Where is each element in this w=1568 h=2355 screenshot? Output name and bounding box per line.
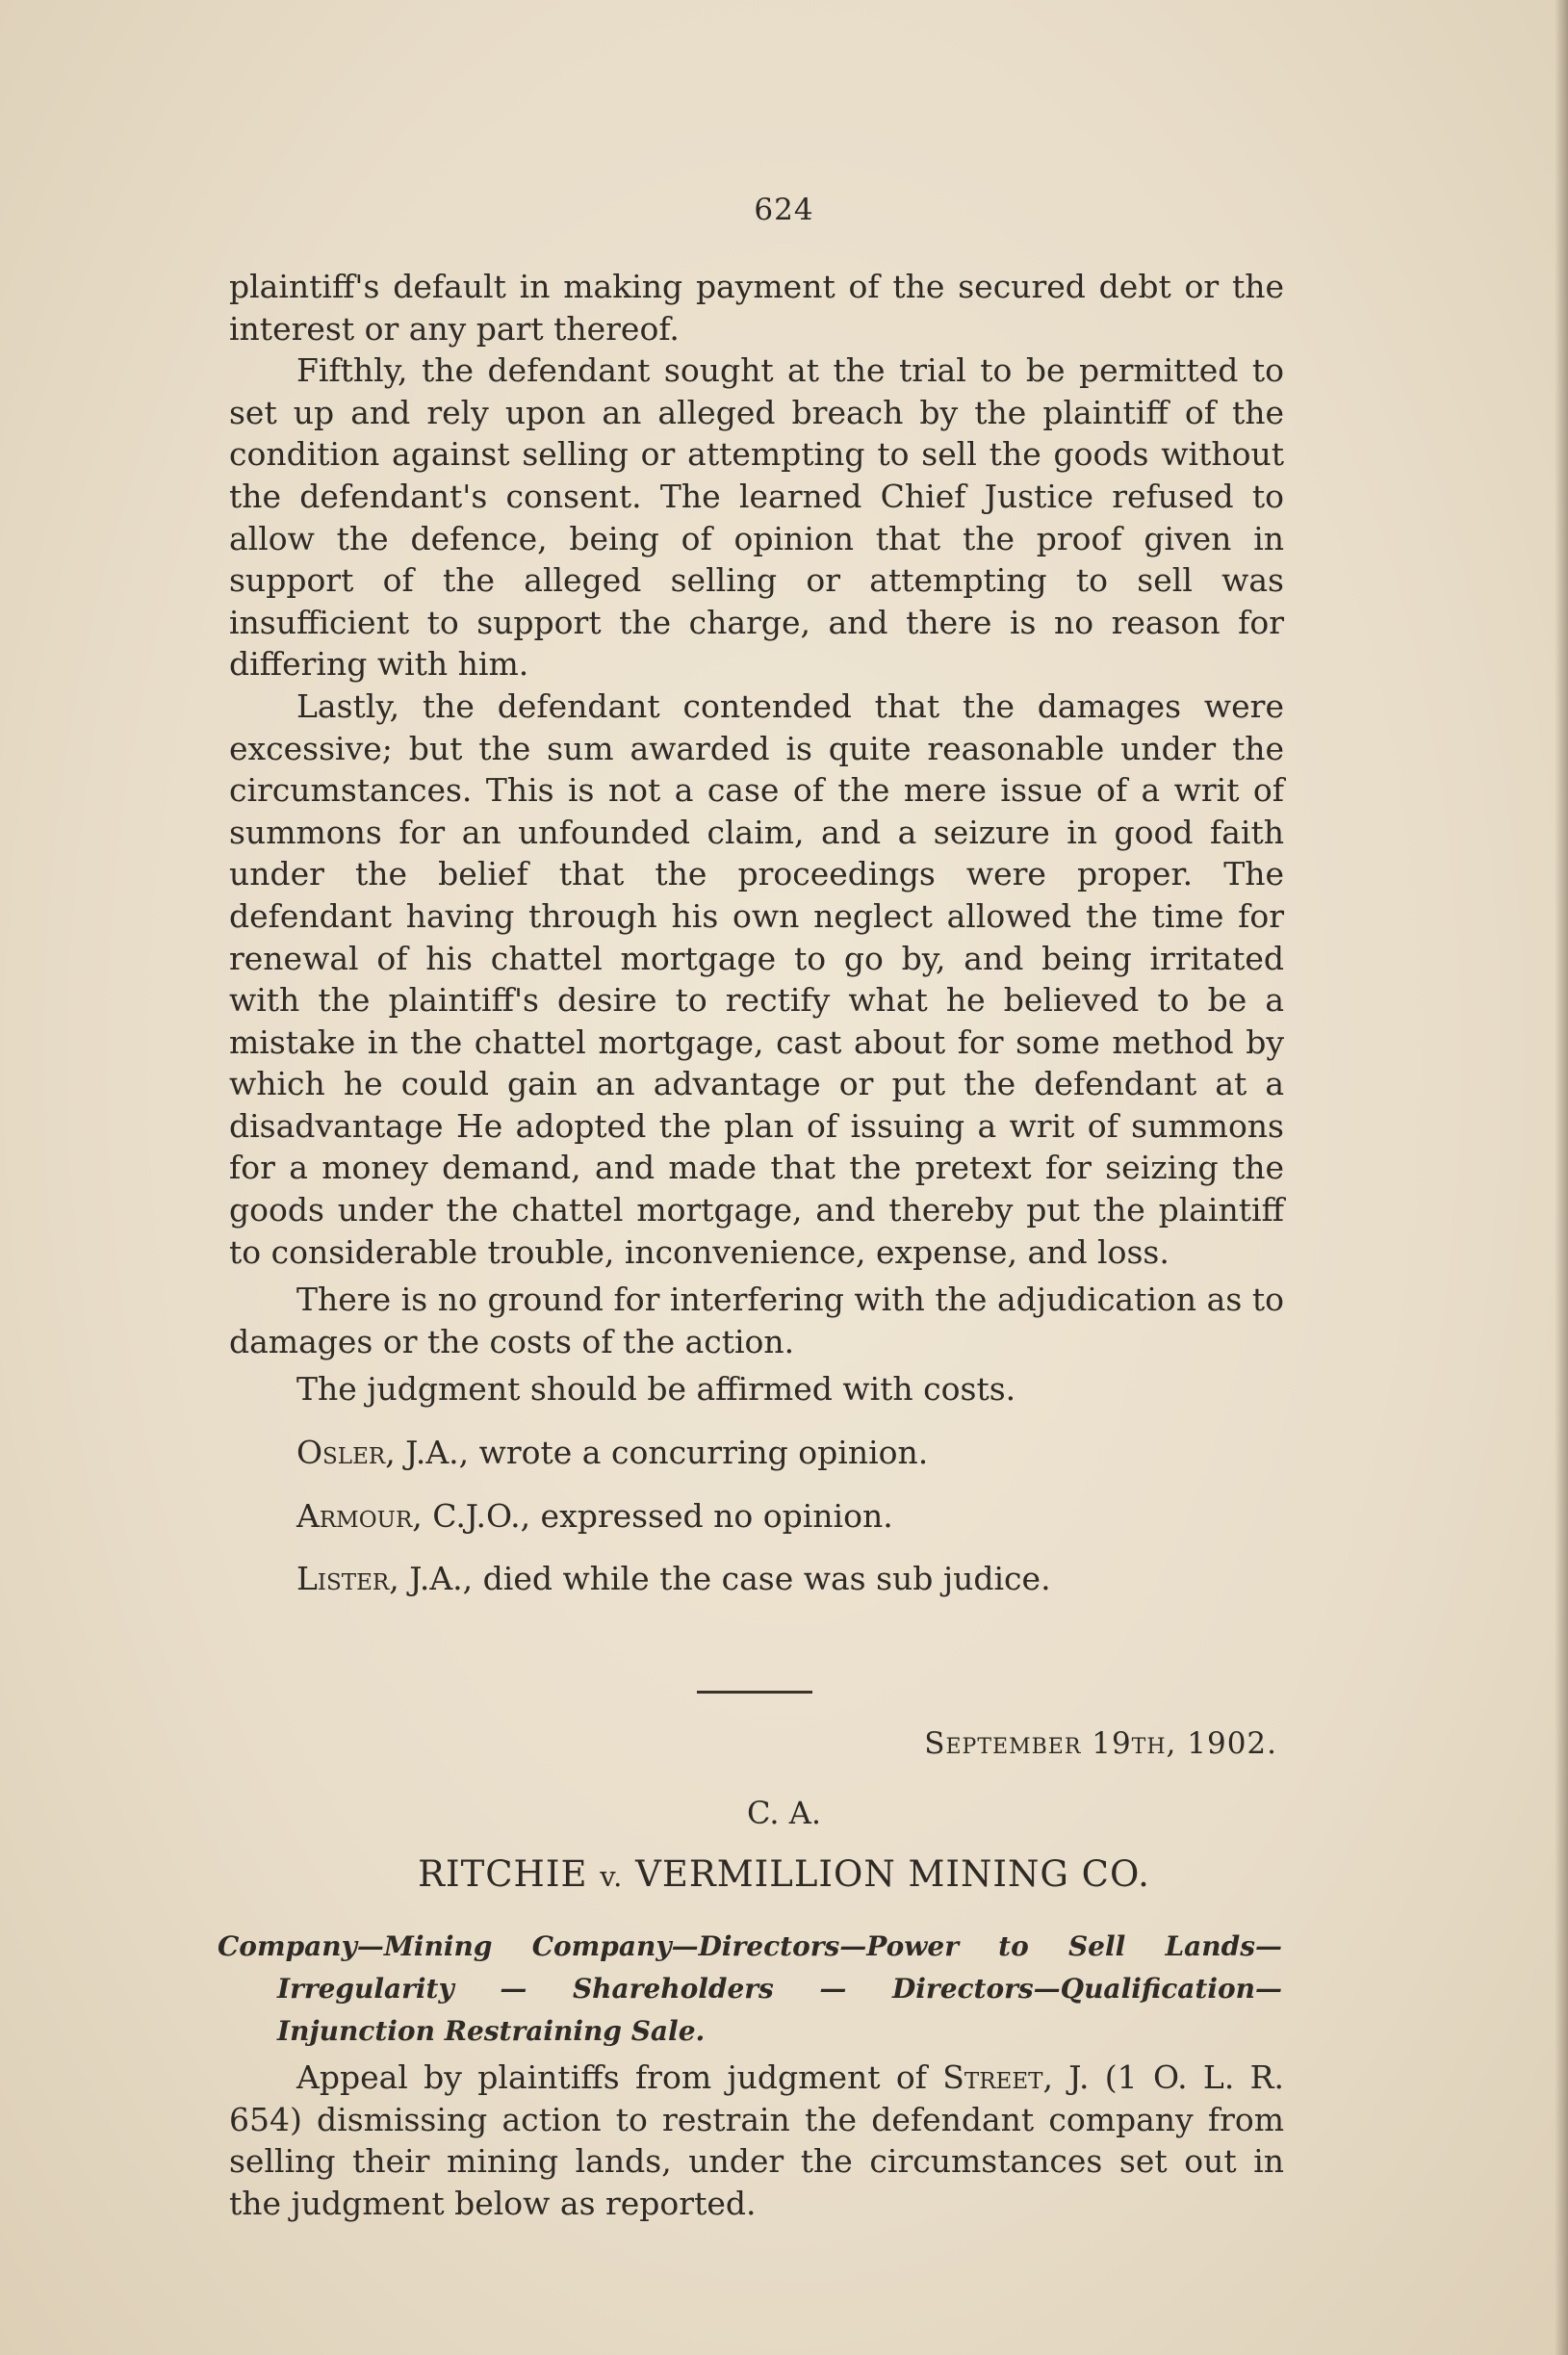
judge-note: [229, 1558, 1284, 1600]
court-label: C. A.: [747, 1795, 821, 1831]
appeal-text-after: , J. (1 O. L. R. 654) dismissing action to restrain the defendant company from selling their mining lands, under the circumstances set out in the judgment below as reported.: [229, 2058, 1284, 2222]
versus-label: v.: [600, 1860, 624, 1893]
paragraph: There is no ground for interfering with the adjudication as to damages or the costs of the action.: [229, 1281, 1284, 1360]
paragraph: plaintiff's default in making payment of the secured debt or the interest or any part thereof.: [229, 268, 1284, 348]
case-title: [0, 1853, 1568, 1895]
judge-name: Lister: [296, 1560, 390, 1598]
judge-note-text: , C.J.O., expressed no opinion.: [412, 1496, 893, 1535]
judge-name: Osler: [296, 1434, 386, 1472]
judge-name: Armour: [296, 1496, 413, 1535]
section-divider: [697, 1691, 812, 1694]
judge-note: [229, 1432, 1284, 1474]
judge-note: [229, 1495, 1284, 1538]
paragraph: [229, 2057, 1284, 2224]
opinion-body: [229, 266, 1284, 1600]
judge-name: Street: [942, 2058, 1043, 2096]
paragraph: The judgment should be affirmed with costs.: [296, 1370, 1016, 1409]
page-number: 624: [754, 193, 814, 227]
judge-note-text: , J.A., wrote a concurring opinion.: [385, 1434, 929, 1472]
headnote: Company—Mining Company—Directors—Power to Sell Lands—Irregularity — Shareholders — Directors—Qualification—Injunction Restraining Sale.: [218, 1930, 1282, 2047]
plaintiff-name: RITCHIE: [418, 1853, 588, 1895]
paragraph: Fifthly, the defendant sought at the trial to be permitted to set up and rely upon an alleged breach by the plaintiff of the condition against selling or attempting to sell the goods without the defendant's consent. The learned Chief Justice refused to allow the defence, being of opinion that the proof given in support of the alleged selling or attempting to sell was insufficient to support the charge, and there is no reason for differing with him.: [229, 351, 1284, 684]
defendant-name: VERMILLION MINING CO.: [635, 1853, 1150, 1895]
appeal-paragraph: [229, 2057, 1284, 2224]
paragraph: Lastly, the defendant contended that the damages were excessive; but the sum awarded is quite reasonable under the circumstances. This is not a case of the mere issue of a writ of summons for an unfounded claim, and a seizure in good faith under the belief that the proceedings were proper. The defendant having through his own neglect allowed the time for renewal of his chattel mortgage to go by, and being irritated with the plaintiff's desire to rectify what he believed to be a mistake in the chattel mortgage, cast about for some method by which he could gain an advantage or put the defendant at a disadvantage He adopted the plan of issuing a writ of summons for a money demand, and made that the pretext for seizing the goods under the chattel mortgage, and thereby put the plaintiff to considerable trouble, inconvenience, expense, and loss.: [229, 686, 1284, 1271]
appeal-text-before: Appeal by plaintiffs from judgment of: [296, 2058, 943, 2096]
judge-note-text: , J.A., died while the case was sub judice.: [389, 1560, 1051, 1598]
page-edge-shadow: [1555, 0, 1568, 2355]
decision-date: September 19th, 1902.: [924, 1726, 1277, 1761]
